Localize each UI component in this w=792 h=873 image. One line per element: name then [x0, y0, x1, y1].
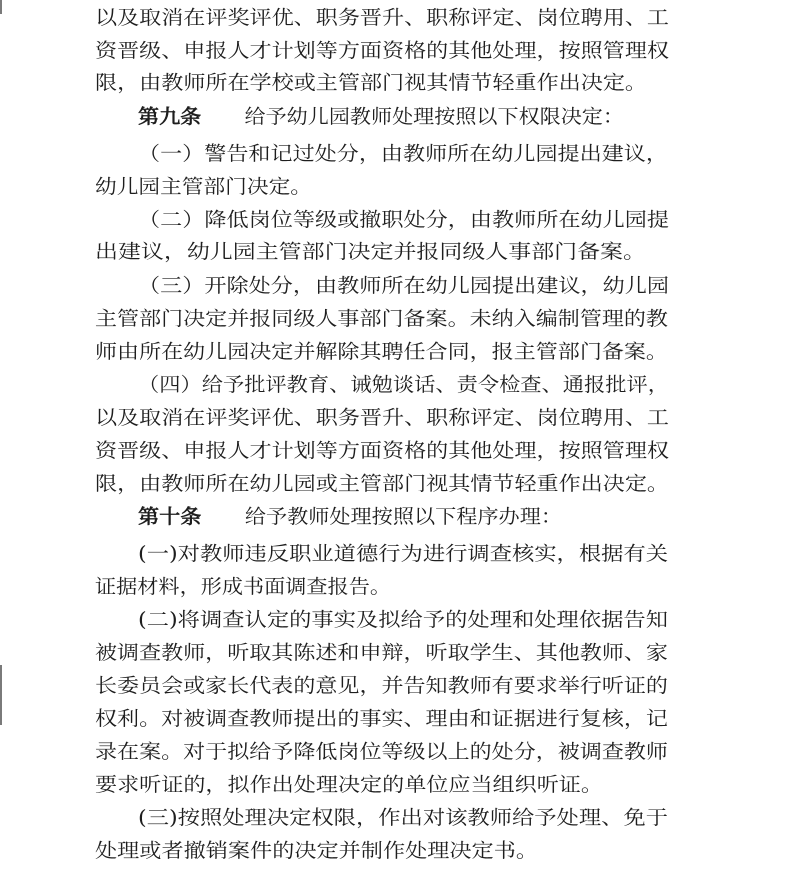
article-9-heading: 第九条 [138, 105, 202, 128]
text-line: 师由所在幼儿园决定并解除其聘任合同，报主管部门备案。 [95, 340, 668, 363]
article-10-heading: 第十条 [138, 505, 202, 528]
text-line: 限，由教师所在幼儿园或主管部门视其情节轻重作出决定。 [95, 472, 669, 495]
text-line: （四）给予批评教育、诫勉谈话、责令检查、通报批评， [138, 373, 670, 396]
text-line: 出建议，幼儿园主管部门决定并报同级人事部门备案。 [95, 240, 646, 263]
scan-edge-mark [0, 665, 2, 725]
text-line: 证据材料，形成书面调查报告。 [95, 575, 392, 598]
text-line: (一)对教师违反职业道德行为进行调查核实，根据有关 [138, 542, 668, 565]
text-line: 处理或者撤销案件的决定并制作处理决定书。 [95, 839, 539, 862]
text-line: 被调查教师，听取其陈述和申辩，听取学生、其他教师、家 [95, 641, 668, 664]
text-line: (三)按照处理决定权限，作出对该教师给予处理、免于 [138, 806, 668, 829]
text-line: 限，由教师所在学校或主管部门视其情节轻重作出决定。 [95, 71, 648, 94]
text-line: 长委员会或家长代表的意见，并告知教师有要求举行听证的 [95, 674, 668, 697]
text-line: 幼儿园主管部门决定。 [95, 175, 312, 198]
article-9-line: 第九条 给予幼儿园教师处理按照以下权限决定： [138, 105, 624, 128]
article-10-line: 第十条 给予教师处理按照以下程序办理： [138, 505, 562, 528]
text-line: （一）警告和记过处分，由教师所在幼儿园提出建议， [138, 142, 668, 165]
text-line: （三）开除处分，由教师所在幼儿园提出建议，幼儿园 [138, 274, 670, 297]
text-line: 录在案。对于拟给予降低岗位等级以上的处分，被调查教师 [95, 740, 668, 763]
text-line: 资晋级、申报人才计划等方面资格的其他处理，按照管理权 [95, 39, 669, 62]
scan-edge-mark [0, 0, 2, 14]
text-line: 以及取消在评奖评优、职务晋升、职称评定、岗位聘用、工 [95, 406, 669, 429]
text-line: 以及取消在评奖评优、职务晋升、职称评定、岗位聘用、工 [95, 6, 669, 29]
text-line: 要求听证的，拟作出处理决定的单位应当组织听证。 [95, 773, 603, 796]
text-line: 主管部门决定并报同级人事部门备案。未纳入编制管理的教 [95, 307, 668, 330]
text-line: (二)将调查认定的事实及拟给予的处理和处理依据告知 [138, 608, 668, 631]
text-line: 资晋级、申报人才计划等方面资格的其他处理，按照管理权 [95, 439, 669, 462]
text-line: 权利。对被调查教师提出的事实、理由和证据进行复核，记 [95, 707, 668, 730]
text-line: （二）降低岗位等级或撤职处分，由教师所在幼儿园提 [138, 208, 670, 231]
